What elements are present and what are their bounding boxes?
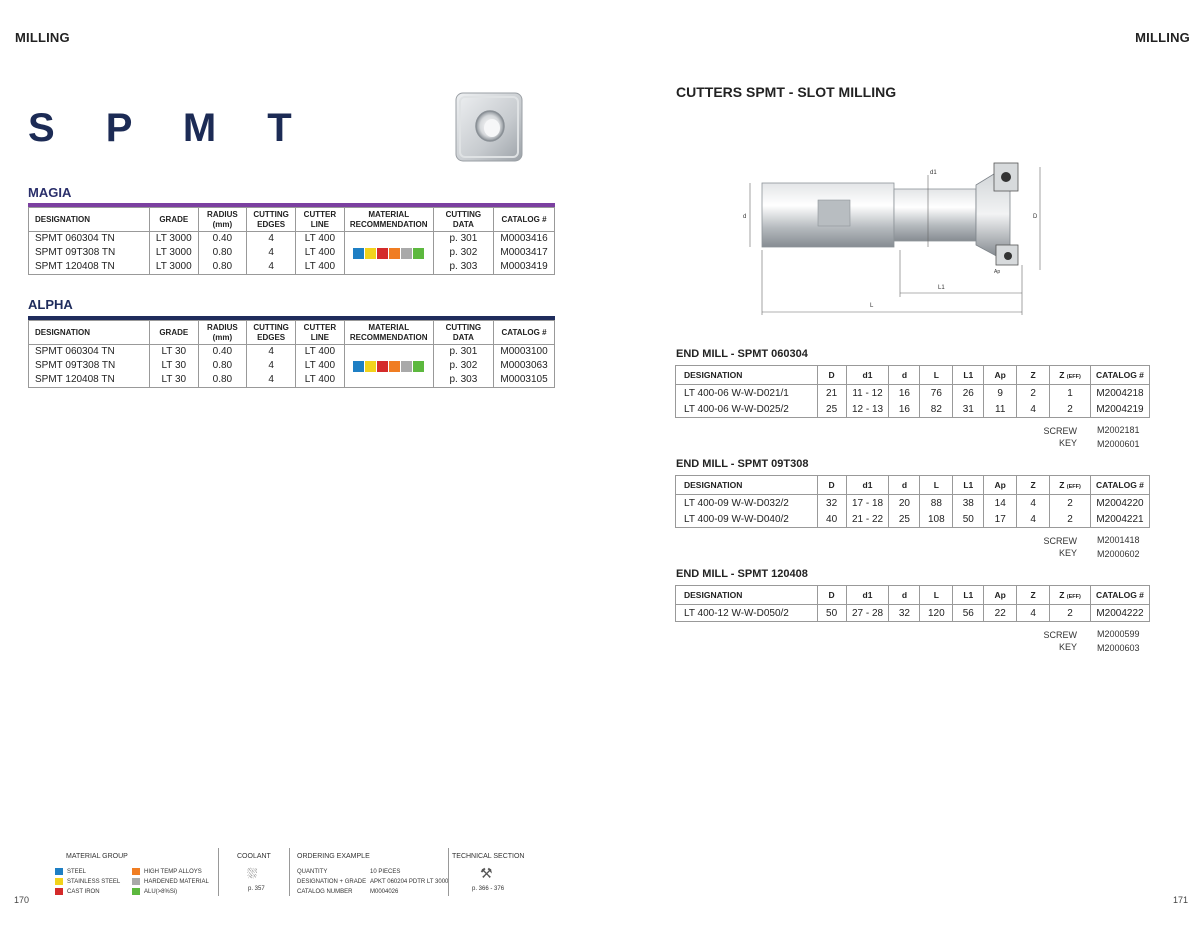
section-alpha-title: ALPHA <box>28 297 73 312</box>
col-Ap: Ap <box>984 476 1017 495</box>
alpha-table <box>28 320 555 388</box>
cell: 56 <box>953 605 984 622</box>
cell: 12 - 13 <box>846 401 889 418</box>
cell: 20 <box>889 495 920 512</box>
page-number-left: 170 <box>14 895 30 905</box>
coolant-page: p. 357 <box>248 886 265 892</box>
page-title: S P M T <box>28 106 312 150</box>
cell-radius: 0.80 <box>198 359 247 373</box>
table-row <box>29 232 555 247</box>
cell: 40 <box>817 511 846 528</box>
col-L1: L1 <box>953 586 984 605</box>
material-swatches <box>349 248 429 259</box>
material-item <box>55 877 120 887</box>
right-title: CUTTERS SPMT - SLOT MILLING <box>676 84 897 100</box>
col-L1: L1 <box>953 476 984 495</box>
col-line: CUTTER LINE <box>296 208 345 232</box>
cell-material <box>344 373 433 388</box>
col-catalog: CATALOG # <box>494 321 555 345</box>
material-item <box>55 887 120 897</box>
endmill-title: END MILL - SPMT 09T308 <box>676 458 809 470</box>
footer-legend <box>52 848 527 898</box>
material-swatch <box>401 361 412 372</box>
material-group-title: MATERIAL GROUP <box>66 853 128 860</box>
cell: 25 <box>817 401 846 418</box>
cell: 2 <box>1017 385 1050 402</box>
col-L1: L1 <box>953 366 984 385</box>
material-name: HIGH TEMP ALLOYS <box>144 869 202 875</box>
col-designation: DESIGNATION <box>29 321 150 345</box>
table-row <box>29 260 555 275</box>
screw-key-labels <box>1030 425 1077 449</box>
material-swatch <box>389 361 400 372</box>
cell-line: LT 400 <box>296 246 345 260</box>
material-swatch <box>401 248 412 259</box>
cell-catalog: M0003100 <box>494 345 555 360</box>
cell-edges: 4 <box>247 260 296 275</box>
cell-grade: LT 30 <box>149 345 198 360</box>
dim-L1: L1 <box>938 285 945 291</box>
cell: M2004219 <box>1090 401 1149 418</box>
col-catalog: CATALOG # <box>494 208 555 232</box>
screw-key-values <box>1097 424 1140 450</box>
cell: 17 <box>984 511 1017 528</box>
screw-label: SCREW <box>1043 426 1077 436</box>
cell-catalog: M0003419 <box>494 260 555 275</box>
screw-key-labels <box>1030 629 1077 653</box>
cell-radius: 0.40 <box>198 232 247 247</box>
dim-d1: d1 <box>930 170 937 176</box>
magia-table <box>28 207 555 275</box>
cell: 120 <box>920 605 953 622</box>
cell: 14 <box>984 495 1017 512</box>
table-row <box>676 605 1150 622</box>
dim-L: L <box>870 303 874 309</box>
cell-data: p. 303 <box>433 373 493 388</box>
material-item <box>132 867 209 877</box>
cell-line: LT 400 <box>296 260 345 275</box>
cell: LT 400-09 W-W-D040/2 <box>676 511 818 528</box>
col-d: d <box>889 476 920 495</box>
cell-edges: 4 <box>247 246 296 260</box>
col-d1: d1 <box>846 476 889 495</box>
key-label: KEY <box>1058 642 1077 652</box>
endmill-table <box>675 585 1150 622</box>
header-right: MILLING <box>1135 30 1190 45</box>
cell: 4 <box>1017 401 1050 418</box>
cell-radius: 0.80 <box>198 373 247 388</box>
ordering-label: CATALOG NUMBER <box>297 889 353 895</box>
material-item <box>132 887 209 897</box>
key-label: KEY <box>1058 548 1077 558</box>
key-value: M2000602 <box>1097 549 1140 559</box>
col-D: D <box>817 366 846 385</box>
cell: 4 <box>1017 605 1050 622</box>
cell: M2004220 <box>1090 495 1149 512</box>
screw-value: M2000599 <box>1097 629 1140 639</box>
col-catalog: CATALOG # <box>1090 586 1149 605</box>
divider <box>218 848 219 896</box>
endmill-title: END MILL - SPMT 060304 <box>676 348 808 360</box>
swatch-stainless <box>55 878 63 885</box>
page-number-right: 171 <box>1172 895 1188 905</box>
cell-line: LT 400 <box>296 359 345 373</box>
col-Z: Z <box>1017 586 1050 605</box>
swatch-high-temp <box>132 868 140 875</box>
cell: 27 - 28 <box>846 605 889 622</box>
material-name: HARDENED MATERIAL <box>144 879 209 885</box>
cell-radius: 0.80 <box>198 246 247 260</box>
col-D: D <box>817 476 846 495</box>
material-swatch <box>353 361 364 372</box>
cell: M2004218 <box>1090 385 1149 402</box>
cell: 76 <box>920 385 953 402</box>
cell: 16 <box>889 385 920 402</box>
cell: 2 <box>1050 605 1091 622</box>
col-edges: CUTTING EDGES <box>247 321 296 345</box>
material-swatch <box>365 361 376 372</box>
cell-data: p. 301 <box>433 232 493 247</box>
cell-catalog: M0003417 <box>494 246 555 260</box>
cell-grade: LT 30 <box>149 359 198 373</box>
cell: LT 400-12 W-W-D050/2 <box>676 605 818 622</box>
endmill-title: END MILL - SPMT 120408 <box>676 568 808 580</box>
swatch-cast-iron <box>55 888 63 895</box>
col-designation: DESIGNATION <box>676 366 818 385</box>
col-Zeff <box>1050 476 1091 495</box>
coolant-icon: ⛆ <box>247 866 258 881</box>
divider <box>448 848 449 896</box>
screw-key-values <box>1097 534 1140 560</box>
cell: 4 <box>1017 495 1050 512</box>
cell-material <box>344 260 433 275</box>
col-designation: DESIGNATION <box>676 586 818 605</box>
cell-line: LT 400 <box>296 345 345 360</box>
cell: 50 <box>953 511 984 528</box>
col-catalog: CATALOG # <box>1090 476 1149 495</box>
key-value: M2000601 <box>1097 439 1140 449</box>
cell-material-swatches <box>344 246 433 260</box>
ordering-label: QUANTITY <box>297 869 328 875</box>
col-zeff-z: Z <box>1059 370 1065 380</box>
screw-key-labels <box>1030 535 1077 559</box>
ordering-value: APKT 060204 PDTR LT 3000 <box>370 879 449 885</box>
dim-d: d <box>743 214 747 220</box>
screw-value: M2001418 <box>1097 535 1140 545</box>
col-d: d <box>889 366 920 385</box>
material-swatch <box>377 248 388 259</box>
cell-designation: SPMT 120408 TN <box>29 373 150 388</box>
section-magia-title: MAGIA <box>28 185 72 200</box>
cell-material-swatches <box>344 359 433 373</box>
cell: 88 <box>920 495 953 512</box>
cell-grade: LT 3000 <box>149 232 198 247</box>
cell: 32 <box>889 605 920 622</box>
material-swatch <box>413 361 424 372</box>
swatch-alu <box>132 888 140 895</box>
col-Z: Z <box>1017 476 1050 495</box>
cell-data: p. 302 <box>433 246 493 260</box>
cell: 16 <box>889 401 920 418</box>
cell-material <box>344 345 433 360</box>
cell: 17 - 18 <box>846 495 889 512</box>
screw-value: M2002181 <box>1097 425 1140 435</box>
cell: 11 - 12 <box>846 385 889 402</box>
table-row <box>29 246 555 260</box>
cell-catalog: M0003063 <box>494 359 555 373</box>
cell-designation: SPMT 09T308 TN <box>29 359 150 373</box>
cell: 21 - 22 <box>846 511 889 528</box>
swatch-hardened <box>132 878 140 885</box>
coolant-title: COOLANT <box>237 853 271 860</box>
col-material: MATERIAL RECOMMENDATION <box>344 321 433 345</box>
cell-data: p. 303 <box>433 260 493 275</box>
col-grade: GRADE <box>149 321 198 345</box>
material-name: CAST IRON <box>67 889 100 895</box>
cutter-drawing <box>740 155 1050 320</box>
dim-Ap: Ap <box>994 269 1001 275</box>
material-swatch <box>413 248 424 259</box>
col-zeff-suffix: (EFF) <box>1066 484 1081 490</box>
material-swatch <box>353 248 364 259</box>
ordering-label: DESIGNATION + GRADE <box>297 879 367 885</box>
cell: 2 <box>1050 495 1091 512</box>
cell: 38 <box>953 495 984 512</box>
col-material: MATERIAL RECOMMENDATION <box>344 208 433 232</box>
cell: 25 <box>889 511 920 528</box>
key-value: M2000603 <box>1097 643 1140 653</box>
key-label: KEY <box>1058 438 1077 448</box>
material-swatch <box>365 248 376 259</box>
cell-designation: SPMT 09T308 TN <box>29 246 150 260</box>
col-d1: d1 <box>846 366 889 385</box>
ordering-value: M0004026 <box>370 889 399 895</box>
material-item <box>55 867 120 877</box>
cell-designation: SPMT 060304 TN <box>29 345 150 360</box>
insert-image <box>452 90 526 166</box>
table-row <box>676 401 1150 418</box>
col-Ap: Ap <box>984 586 1017 605</box>
cell-edges: 4 <box>247 359 296 373</box>
cell: 2 <box>1050 511 1091 528</box>
material-name: STAINLESS STEEL <box>67 879 121 885</box>
cell-material <box>344 232 433 247</box>
col-line: CUTTER LINE <box>296 321 345 345</box>
cell: LT 400-06 W-W-D025/2 <box>676 401 818 418</box>
technical-title: TECHNICAL SECTION <box>452 853 525 860</box>
cell-designation: SPMT 120408 TN <box>29 260 150 275</box>
cell: 9 <box>984 385 1017 402</box>
col-edges: CUTTING EDGES <box>247 208 296 232</box>
cell: 32 <box>817 495 846 512</box>
col-Ap: Ap <box>984 366 1017 385</box>
col-L: L <box>920 586 953 605</box>
cell-line: LT 400 <box>296 232 345 247</box>
material-list-col2 <box>132 867 209 897</box>
cell-radius: 0.40 <box>198 345 247 360</box>
col-zeff-z: Z <box>1059 590 1065 600</box>
cell-edges: 4 <box>247 345 296 360</box>
cell-grade: LT 3000 <box>149 246 198 260</box>
cell-grade: LT 30 <box>149 373 198 388</box>
cell: 108 <box>920 511 953 528</box>
cell: 50 <box>817 605 846 622</box>
cell-edges: 4 <box>247 232 296 247</box>
material-name: STEEL <box>67 869 87 875</box>
cell-catalog: M0003105 <box>494 373 555 388</box>
cell-designation: SPMT 060304 TN <box>29 232 150 247</box>
ordering-value: 10 PIECES <box>370 869 401 875</box>
col-zeff-z: Z <box>1059 480 1065 490</box>
material-list-col1 <box>55 867 120 897</box>
col-d1: d1 <box>846 586 889 605</box>
endmill-table <box>675 365 1150 418</box>
divider <box>289 848 290 896</box>
tools-icon: ⚒ <box>480 865 493 881</box>
col-grade: GRADE <box>149 208 198 232</box>
material-swatches <box>349 361 429 372</box>
col-L: L <box>920 366 953 385</box>
col-designation: DESIGNATION <box>29 208 150 232</box>
cell: 26 <box>953 385 984 402</box>
swatch-steel <box>55 868 63 875</box>
col-Z: Z <box>1017 366 1050 385</box>
col-D: D <box>817 586 846 605</box>
cell: 11 <box>984 401 1017 418</box>
col-catalog: CATALOG # <box>1090 366 1149 385</box>
col-Zeff <box>1050 586 1091 605</box>
col-d: d <box>889 586 920 605</box>
material-swatch <box>377 361 388 372</box>
cell: 82 <box>920 401 953 418</box>
col-L: L <box>920 476 953 495</box>
material-name: ALU(>8%Si) <box>144 889 178 895</box>
cell-line: LT 400 <box>296 373 345 388</box>
cell: M2004221 <box>1090 511 1149 528</box>
cell: 1 <box>1050 385 1091 402</box>
cell-radius: 0.80 <box>198 260 247 275</box>
header-left: MILLING <box>15 30 70 45</box>
col-zeff-suffix: (EFF) <box>1066 374 1081 380</box>
col-radius: RADIUS (mm) <box>198 321 247 345</box>
table-row <box>29 359 555 373</box>
col-zeff-suffix: (EFF) <box>1066 594 1081 600</box>
cell: LT 400-06 W-W-D021/1 <box>676 385 818 402</box>
ordering-values <box>370 867 448 897</box>
cell-data: p. 302 <box>433 359 493 373</box>
cell: 2 <box>1050 401 1091 418</box>
cell-edges: 4 <box>247 373 296 388</box>
ordering-labels <box>297 867 366 897</box>
screw-label: SCREW <box>1043 536 1077 546</box>
dim-D: D <box>1033 214 1038 220</box>
ordering-title: ORDERING EXAMPLE <box>297 853 370 860</box>
table-row <box>676 511 1150 528</box>
table-row <box>29 373 555 388</box>
col-radius: RADIUS (mm) <box>198 208 247 232</box>
cell: LT 400-09 W-W-D032/2 <box>676 495 818 512</box>
col-Zeff <box>1050 366 1091 385</box>
endmill-table <box>675 475 1150 528</box>
col-cutting-data: CUTTING DATA <box>433 208 493 232</box>
material-item <box>132 877 209 887</box>
cell-data: p. 301 <box>433 345 493 360</box>
screw-label: SCREW <box>1043 630 1077 640</box>
col-designation: DESIGNATION <box>676 476 818 495</box>
cell: 4 <box>1017 511 1050 528</box>
cell: M2004222 <box>1090 605 1149 622</box>
cell: 31 <box>953 401 984 418</box>
cell: 22 <box>984 605 1017 622</box>
cell: 21 <box>817 385 846 402</box>
table-row <box>29 345 555 360</box>
screw-key-values <box>1097 628 1140 654</box>
material-swatch <box>389 248 400 259</box>
cell-catalog: M0003416 <box>494 232 555 247</box>
technical-pages: p. 366 - 376 <box>472 886 505 892</box>
table-row <box>676 385 1150 402</box>
cell-grade: LT 3000 <box>149 260 198 275</box>
table-row <box>676 495 1150 512</box>
col-cutting-data: CUTTING DATA <box>433 321 493 345</box>
